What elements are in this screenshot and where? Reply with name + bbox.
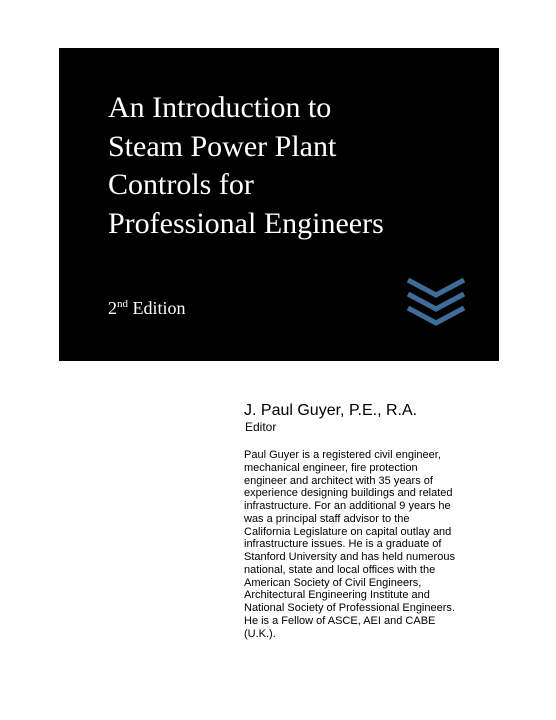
bio-line: national, state and local offices with the (244, 563, 436, 576)
title-line: Steam Power Plant (108, 129, 337, 163)
book-title (108, 89, 488, 243)
bio-line: mechanical engineer, fire protection (244, 461, 418, 474)
edition-word: Edition (132, 298, 186, 318)
bio-line: was a principal staff advisor to the (244, 512, 410, 525)
edition-ordinal-suffix: nd (117, 298, 128, 310)
author-role: Editor (245, 420, 277, 434)
author-name: J. Paul Guyer, P.E., R.A. (244, 402, 418, 419)
bio-line: American Society of Civil Engineers, (244, 576, 422, 589)
cover-panel (59, 48, 499, 361)
bio-line: He is a Fellow of ASCE, AEI and CABE (244, 614, 436, 627)
bio-line: Stanford University and has held numerous (244, 551, 455, 563)
author-block (244, 401, 494, 434)
title-line: Professional Engineers (108, 206, 384, 240)
bio-line: infrastructure. For an additional 9 years he (244, 500, 451, 512)
bio-line: National Society of Professional Engineers. (244, 602, 455, 614)
author-bio (244, 449, 494, 640)
bio-line: engineer and architect with 35 years of (244, 474, 433, 487)
bio-line: experience designing buildings and related (244, 487, 453, 500)
bio-line: California Legislature on capital outlay and (244, 525, 452, 538)
title-line: An Introduction to (108, 91, 332, 124)
chevron-top (408, 280, 464, 295)
edition-label (108, 297, 186, 319)
bio-line: Architectural Engineering Institute and (244, 589, 430, 602)
triple-chevron-down-icon (406, 276, 466, 326)
bio-line: (U.K.). (244, 627, 276, 640)
edition-number: 2 (108, 298, 117, 318)
title-line: Controls for (108, 168, 254, 201)
bio-line: Paul Guyer is a registered civil engineer, (244, 449, 441, 461)
bio-line: infrastructure issues. He is a graduate of (244, 538, 442, 551)
